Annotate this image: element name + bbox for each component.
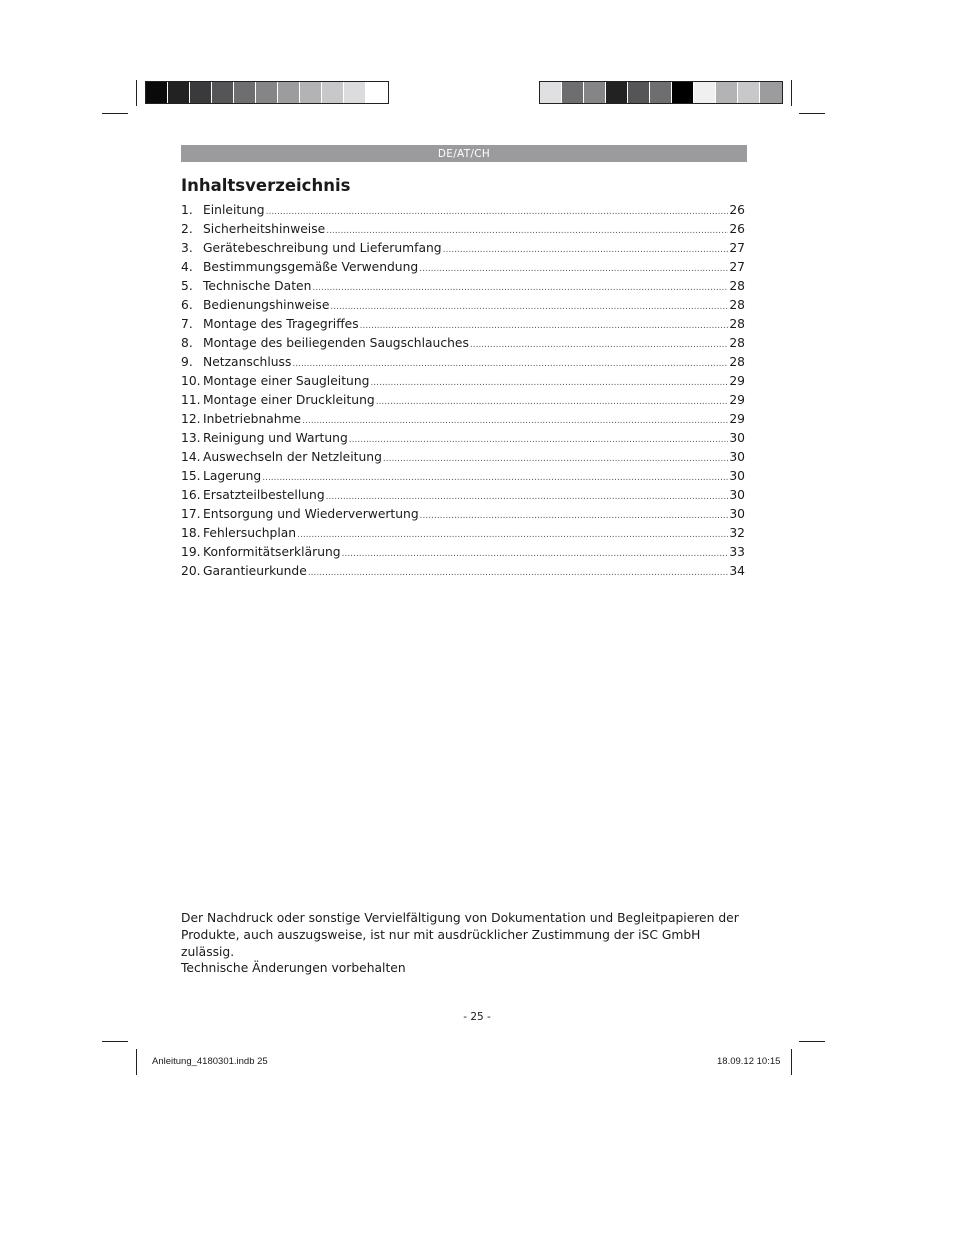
toc-entry[interactable] bbox=[181, 431, 745, 450]
toc-entry[interactable] bbox=[181, 564, 745, 583]
toc-entry-page: 28 bbox=[729, 298, 745, 312]
toc-entry-label: Reinigung und Wartung bbox=[203, 431, 348, 445]
toc-entry-number: 2. bbox=[181, 222, 193, 236]
toc-entry-label: Entsorgung und Wiederverwertung bbox=[203, 507, 419, 521]
toc-entry-label: Montage einer Saugleitung bbox=[203, 374, 370, 388]
toc-entry-page: 29 bbox=[729, 412, 745, 426]
toc-entry-number: 12. bbox=[181, 412, 201, 426]
toc-entry-label: Bestimmungsgemäße Verwendung bbox=[203, 260, 419, 274]
toc-entry[interactable] bbox=[181, 203, 745, 222]
toc-entry-number: 11. bbox=[181, 393, 201, 407]
color-swatch bbox=[300, 82, 322, 103]
toc-leader-dots bbox=[326, 226, 728, 236]
toc-list bbox=[181, 203, 745, 583]
toc-leader-dots bbox=[419, 264, 728, 274]
toc-entry[interactable] bbox=[181, 374, 745, 393]
toc-leader-dots bbox=[308, 568, 729, 578]
toc-entry-number: 3. bbox=[181, 241, 193, 255]
toc-entry-label: Gerätebeschreibung und Lieferumfang bbox=[203, 241, 442, 255]
toc-entry-label: Lagerung bbox=[203, 469, 262, 483]
toc-entry[interactable] bbox=[181, 545, 745, 564]
toc-leader-dots bbox=[302, 416, 728, 426]
copyright-notice: Der Nachdruck oder sonstige Vervielfältigung von Dokumentation und Begleitpapieren der Produkte, auch auszugsweise, ist nur mit ausdrücklicher Zustimmung der iSC GmbH zulässig. bbox=[181, 911, 739, 959]
color-swatch bbox=[146, 82, 168, 103]
toc-entry[interactable] bbox=[181, 279, 745, 298]
color-swatch bbox=[628, 82, 650, 103]
toc-entry[interactable] bbox=[181, 488, 745, 507]
toc-leader-dots bbox=[470, 340, 728, 350]
toc-entry-label: Auswechseln der Netzleitung bbox=[203, 450, 382, 464]
toc-entry-number: 16. bbox=[181, 488, 201, 502]
toc-entry-number: 18. bbox=[181, 526, 201, 540]
toc-leader-dots bbox=[326, 492, 729, 502]
color-swatch bbox=[760, 82, 782, 103]
toc-entry-number: 17. bbox=[181, 507, 201, 521]
crop-mark bbox=[136, 1049, 137, 1075]
toc-entry-page: 27 bbox=[729, 241, 745, 255]
toc-entry[interactable] bbox=[181, 260, 745, 279]
color-swatch bbox=[562, 82, 584, 103]
color-swatch bbox=[650, 82, 672, 103]
toc-title: Inhaltsverzeichnis bbox=[181, 176, 351, 195]
toc-entry[interactable] bbox=[181, 507, 745, 526]
toc-leader-dots bbox=[443, 245, 729, 255]
toc-leader-dots bbox=[383, 454, 728, 464]
toc-entry-number: 10. bbox=[181, 374, 201, 388]
crop-mark bbox=[799, 1041, 825, 1042]
language-band bbox=[181, 145, 747, 162]
color-swatch bbox=[212, 82, 234, 103]
color-swatch bbox=[716, 82, 738, 103]
toc-entry-page: 28 bbox=[729, 317, 745, 331]
color-swatch bbox=[584, 82, 606, 103]
toc-entry-label: Inbetriebnahme bbox=[203, 412, 302, 426]
toc-entry-page: 30 bbox=[729, 507, 745, 521]
toc-entry[interactable] bbox=[181, 222, 745, 241]
toc-leader-dots bbox=[370, 378, 728, 388]
toc-entry-number: 7. bbox=[181, 317, 193, 331]
color-bar-left bbox=[145, 81, 389, 104]
toc-entry-number: 13. bbox=[181, 431, 201, 445]
toc-leader-dots bbox=[266, 207, 729, 217]
toc-entry[interactable] bbox=[181, 450, 745, 469]
toc-entry-page: 30 bbox=[729, 488, 745, 502]
toc-entry-page: 30 bbox=[729, 450, 745, 464]
crop-mark bbox=[102, 113, 128, 114]
toc-entry[interactable] bbox=[181, 412, 745, 431]
toc-leader-dots bbox=[297, 530, 728, 540]
toc-entry-label: Technische Daten bbox=[203, 279, 312, 293]
toc-entry[interactable] bbox=[181, 393, 745, 412]
toc-entry-page: 29 bbox=[729, 374, 745, 388]
toc-entry[interactable] bbox=[181, 298, 745, 317]
toc-leader-dots bbox=[330, 302, 728, 312]
crop-mark bbox=[799, 113, 825, 114]
toc-leader-dots bbox=[360, 321, 729, 331]
color-swatch bbox=[738, 82, 760, 103]
toc-entry-number: 20. bbox=[181, 564, 201, 578]
language-label: DE/AT/CH bbox=[437, 147, 491, 160]
toc-entry-number: 8. bbox=[181, 336, 193, 350]
color-swatch bbox=[256, 82, 278, 103]
toc-entry-label: Bedienungshinweise bbox=[203, 298, 330, 312]
color-swatch bbox=[168, 82, 190, 103]
toc-entry[interactable] bbox=[181, 526, 745, 545]
toc-entry-page: 29 bbox=[729, 393, 745, 407]
crop-mark bbox=[791, 1049, 792, 1075]
color-swatch bbox=[366, 82, 388, 103]
toc-entry-page: 26 bbox=[729, 203, 745, 217]
toc-entry[interactable] bbox=[181, 241, 745, 260]
toc-entry-label: Konformitätserklärung bbox=[203, 545, 341, 559]
toc-entry-number: 14. bbox=[181, 450, 201, 464]
toc-leader-dots bbox=[292, 359, 728, 369]
toc-leader-dots bbox=[312, 283, 728, 293]
toc-entry-page: 30 bbox=[729, 431, 745, 445]
color-swatch bbox=[190, 82, 212, 103]
color-swatch bbox=[694, 82, 716, 103]
toc-entry-page: 32 bbox=[729, 526, 745, 540]
toc-entry-label: Montage des Tragegriffes bbox=[203, 317, 359, 331]
print-slug-date: 18.09.12 10:15 bbox=[717, 1056, 781, 1067]
page-number: - 25 - bbox=[463, 1011, 491, 1023]
toc-entry-number: 1. bbox=[181, 203, 193, 217]
toc-leader-dots bbox=[262, 473, 728, 483]
color-swatch bbox=[672, 82, 694, 103]
color-swatch bbox=[322, 82, 344, 103]
print-slug-file: Anleitung_4180301.indb 25 bbox=[152, 1056, 268, 1067]
toc-entry-label: Fehlersuchplan bbox=[203, 526, 297, 540]
toc-entry[interactable] bbox=[181, 355, 745, 374]
color-swatch bbox=[234, 82, 256, 103]
toc-entry-number: 9. bbox=[181, 355, 193, 369]
toc-leader-dots bbox=[342, 549, 729, 559]
crop-mark bbox=[102, 1041, 128, 1042]
toc-entry-number: 5. bbox=[181, 279, 193, 293]
toc-leader-dots bbox=[349, 435, 729, 445]
toc-entry-label: Ersatzteilbestellung bbox=[203, 488, 325, 502]
toc-entry-page: 34 bbox=[729, 564, 745, 578]
technical-changes-note: Technische Änderungen vorbehalten bbox=[181, 961, 406, 975]
toc-entry-number: 19. bbox=[181, 545, 201, 559]
crop-mark bbox=[791, 80, 792, 106]
toc-entry-number: 15. bbox=[181, 469, 201, 483]
color-swatch bbox=[606, 82, 628, 103]
toc-leader-dots bbox=[376, 397, 729, 407]
toc-leader-dots bbox=[420, 511, 729, 521]
toc-entry[interactable] bbox=[181, 336, 745, 355]
toc-entry-number: 4. bbox=[181, 260, 193, 274]
toc-entry-page: 28 bbox=[729, 355, 745, 369]
toc-entry-page: 30 bbox=[729, 469, 745, 483]
toc-entry-label: Einleitung bbox=[203, 203, 265, 217]
color-swatch bbox=[540, 82, 562, 103]
toc-entry-label: Garantieurkunde bbox=[203, 564, 307, 578]
color-swatch bbox=[344, 82, 366, 103]
toc-entry-page: 28 bbox=[729, 279, 745, 293]
toc-entry-page: 26 bbox=[729, 222, 745, 236]
toc-entry-label: Sicherheitshinweise bbox=[203, 222, 326, 236]
toc-entry-page: 33 bbox=[729, 545, 745, 559]
toc-entry-label: Netzanschluss bbox=[203, 355, 292, 369]
toc-entry[interactable] bbox=[181, 469, 745, 488]
toc-entry-number: 6. bbox=[181, 298, 193, 312]
toc-entry-page: 27 bbox=[729, 260, 745, 274]
toc-entry[interactable] bbox=[181, 317, 745, 336]
toc-entry-label: Montage des beiliegenden Saugschlauches bbox=[203, 336, 469, 350]
color-bar-right bbox=[539, 81, 783, 104]
color-swatch bbox=[278, 82, 300, 103]
toc-entry-label: Montage einer Druckleitung bbox=[203, 393, 375, 407]
crop-mark bbox=[136, 80, 137, 106]
toc-entry-page: 28 bbox=[729, 336, 745, 350]
